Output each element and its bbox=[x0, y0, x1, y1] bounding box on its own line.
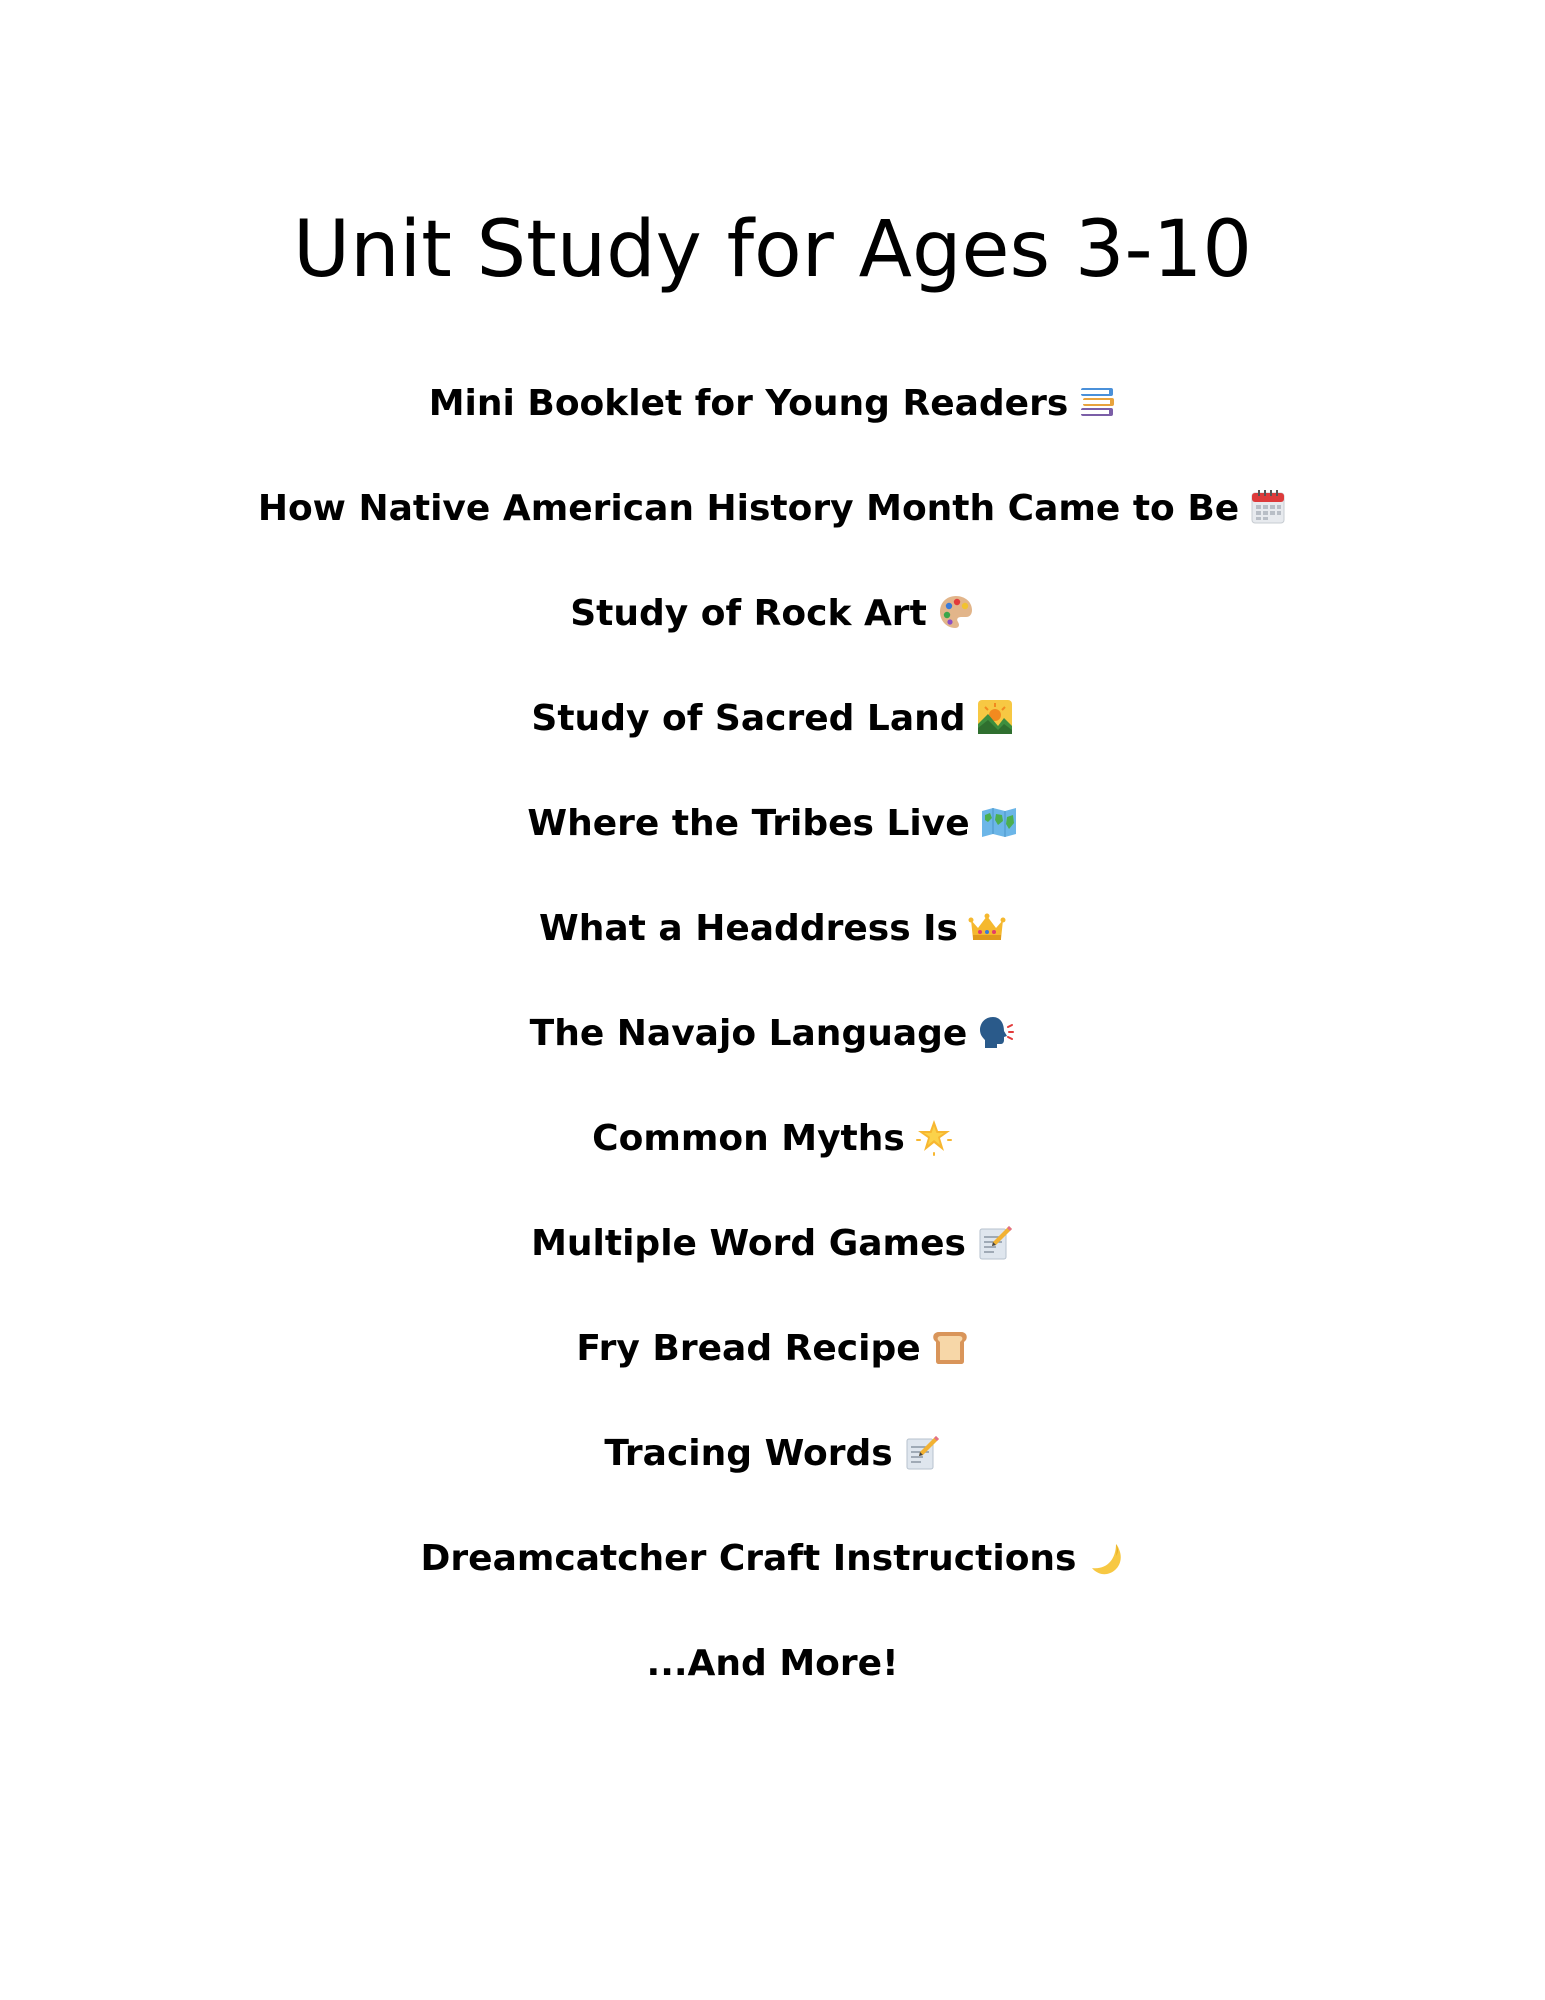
list-item bbox=[0, 1429, 1545, 1479]
list-item-label: Common Myths bbox=[592, 1118, 905, 1159]
list-item bbox=[0, 904, 1545, 954]
list-item bbox=[0, 1639, 1545, 1689]
world-map-icon bbox=[980, 803, 1018, 841]
artist-palette-icon bbox=[937, 593, 975, 631]
bread-icon bbox=[931, 1328, 969, 1366]
list-item-label: What a Headdress Is bbox=[539, 908, 958, 949]
sunrise-over-mountains-icon bbox=[976, 698, 1014, 736]
glowing-star-icon bbox=[915, 1118, 953, 1156]
list-item bbox=[0, 484, 1545, 534]
list-item-label: Multiple Word Games bbox=[531, 1223, 966, 1264]
list-item-label: Tracing Words bbox=[604, 1433, 893, 1474]
memo-icon bbox=[976, 1223, 1014, 1261]
list-item bbox=[0, 1114, 1545, 1164]
list-item-label: The Navajo Language bbox=[529, 1013, 968, 1054]
list-item bbox=[0, 799, 1545, 849]
list-item-label: Where the Tribes Live bbox=[527, 803, 970, 844]
crown-icon bbox=[968, 908, 1006, 946]
list-item-label: ...And More! bbox=[646, 1643, 899, 1684]
list-item bbox=[0, 1009, 1545, 1059]
list-item bbox=[0, 1534, 1545, 1584]
list-item bbox=[0, 1324, 1545, 1374]
list-item-label: Mini Booklet for Young Readers bbox=[428, 383, 1069, 424]
list-item-label: Study of Sacred Land bbox=[531, 698, 966, 739]
list-item bbox=[0, 379, 1545, 429]
books-icon bbox=[1078, 383, 1116, 421]
speaking-head-icon bbox=[977, 1013, 1015, 1051]
list-item bbox=[0, 589, 1545, 639]
list-item-label: Fry Bread Recipe bbox=[576, 1328, 921, 1369]
crescent-moon-icon bbox=[1086, 1538, 1124, 1576]
list-item bbox=[0, 1219, 1545, 1269]
memo-icon bbox=[903, 1433, 941, 1471]
page-title: Unit Study for Ages 3-10 bbox=[293, 205, 1252, 295]
list-item bbox=[0, 694, 1545, 744]
list-item-label: Dreamcatcher Craft Instructions bbox=[420, 1538, 1077, 1579]
list-item-label: How Native American History Month Came to Be bbox=[257, 488, 1240, 529]
list-item-label: Study of Rock Art bbox=[570, 593, 927, 634]
calendar-icon bbox=[1249, 488, 1287, 526]
